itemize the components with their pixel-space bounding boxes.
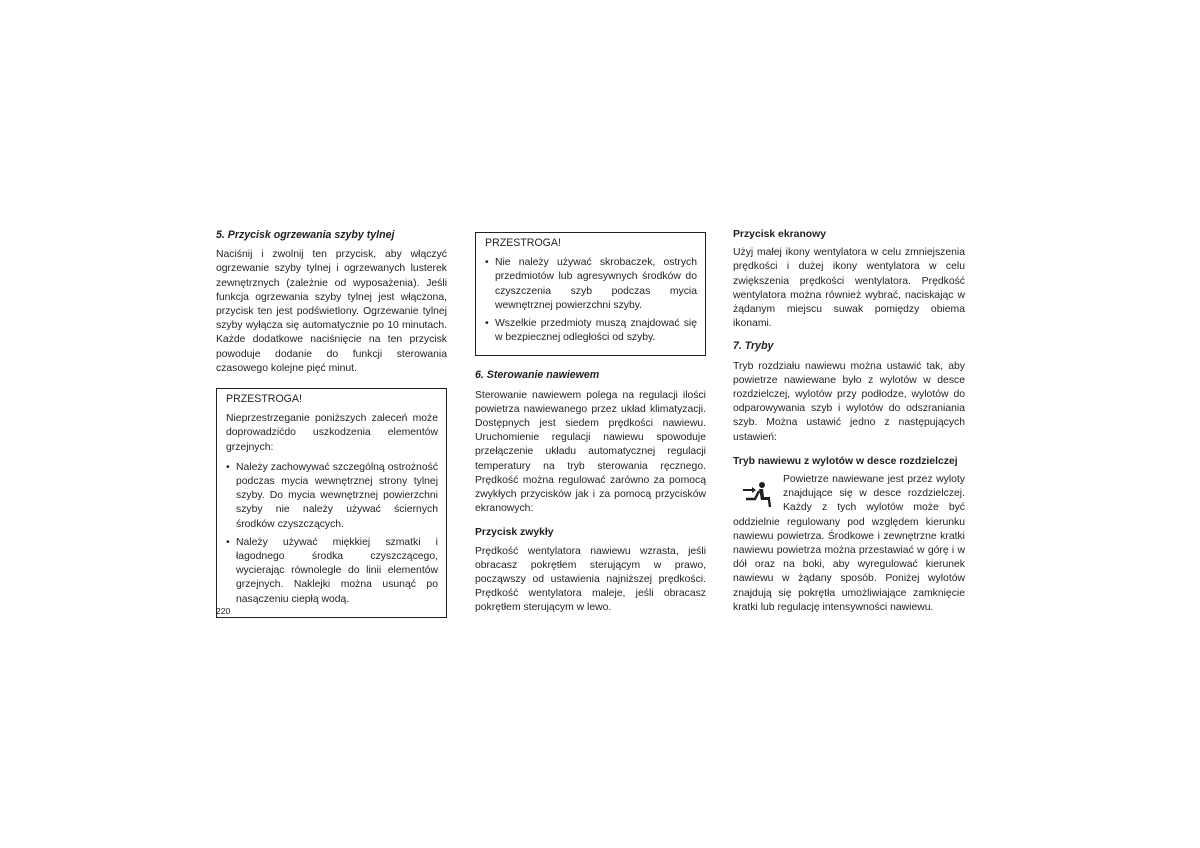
- screen-button-paragraph: Użyj małej ikony wentylatora w celu zmniejszenia prędkości i dużej ikony wentylatora w celu zwiększenia prędkości wentylatora. Prędkość wentylatora można również wybrać, naciskając w żądanym miejscu suwak pomiędzy obiema ikonami.: [733, 247, 965, 330]
- warning-bullet: • Należy używać miękkiej szmatki i łagodnego środka czyszczącego, wycierając równolegle do linii elementów grzejnych. Naklejki można usunąć po nasączeniu ciepłą wodą.: [226, 536, 438, 607]
- warning-bullet: • Wszelkie przedmioty muszą znajdować się w bezpiecznej odległości od szyby.: [485, 317, 697, 345]
- section-heading-modes: 7. Tryby: [733, 340, 774, 353]
- warning-list: [226, 461, 438, 607]
- sub-heading-regular-button: Przycisk zwykły: [475, 527, 554, 539]
- section-heading-blower-control: 6. Sterowanie nawiewem: [475, 369, 600, 382]
- column-1: [216, 228, 447, 618]
- panel-mode-block: [733, 473, 965, 615]
- rear-window-heater-paragraph: Naciśnij i zwolnij ten przycisk, aby włączyć ogrzewanie szyby tylnej i ogrzewanych lusterek zewnętrznych (zależnie od wyposażenia). Jeśli funkcja ogrzewania szyby tylnej jest włączona, przycisk ten jest podświetlony. Ogrzewanie tylnej szyby wyłącza się automatycznie po 10 minutach. Każde dodatkowe naciśnięcie na ten przycisk powoduje dodanie do funkcji sterowania czasowego kolejne pięć minut.: [216, 249, 447, 374]
- warning-bullet: • Należy zachowywać szczególną ostrożność podczas mycia wewnętrznej strony tylnej szyby. Do mycia wewnętrznej powierzchni szyby nie należy używać ściernych środków czyszczących.: [226, 461, 438, 532]
- panel-vent-mode-icon: [735, 479, 777, 513]
- panel-mode-paragraph: Powietrze nawiewane jest przez wyloty znajdujące się w desce rozdzielczej. Każdy z tych wylotów może być oddzielnie regulowany pod względem kierunku nawiewu powietrza. Środkowe i zewnętrzne kratki nawiewu powietrza można przestawiać w górę i w dół oraz na boki, aby wyregulować kierunek nawiewu w żądany sposób. Poniżej wylotów znajdują się pokrętła umożliwiające zamknięcie kratki lub regulację intensywności nawiewu.: [733, 474, 965, 613]
- warning-box-scrapers: [475, 232, 706, 356]
- modes-paragraph: Tryb rozdziału nawiewu można ustawić tak, aby powietrze nawiewane było z wylotów w desce rozdzielczej, wylotów przy podłodze, wylotów do odparowywania szyb i wylotów do odszraniania szyb. Można ustawić jedno z następujących ustawień:: [733, 360, 965, 443]
- regular-button-paragraph: Prędkość wentylatora nawiewu wzrasta, jeśli obracasz pokrętłem sterującym w prawo, począwszy od ustawienia najniższej prędkości. Prędkość wentylatora maleje, jeśli obracasz pokrętłem sterującym w lewo.: [475, 545, 706, 614]
- warning-title: PRZESTROGA!: [485, 237, 561, 249]
- warning-bullet: • Nie należy używać skrobaczek, ostrych przedmiotów lub agresywnych środków do czyszczenia szyb podczas mycia wewnętrznej powierzchni szyby.: [485, 256, 697, 313]
- warning-intro: Nieprzestrzeganie poniższych zaleceń może doprowadzićdo uszkodzenia elementów grzejnych:: [226, 413, 438, 453]
- warning-box-heating-elements: [216, 388, 447, 618]
- warning-list: [485, 256, 697, 345]
- sub-heading-screen-button: Przycisk ekranowy: [733, 229, 826, 240]
- warning-title: PRZESTROGA!: [226, 393, 302, 406]
- page-number: 220: [216, 606, 231, 616]
- sub-heading-panel-mode: Tryb nawiewu z wylotów w desce rozdzielczej: [733, 455, 958, 467]
- blower-control-paragraph: Sterowanie nawiewem polega na regulacji ilości powietrza nawiewanego przez układ klimatyzacji. Dostępnych jest siedem prędkości nawiewu. Uruchomienie regulacji nawiewu spowoduje przełączenie układu automatycznej regulacji temperatury na tryb sterowania ręcznego. Prędkość można regulować zarówno za pomocą zwykłych przycisków jak i za pomocą przycisków ekranowych:: [475, 389, 706, 515]
- column-2: [475, 232, 706, 616]
- section-heading-rear-window-heater: 5. Przycisk ogrzewania szyby tylnej: [216, 229, 395, 241]
- column-3: [733, 228, 965, 615]
